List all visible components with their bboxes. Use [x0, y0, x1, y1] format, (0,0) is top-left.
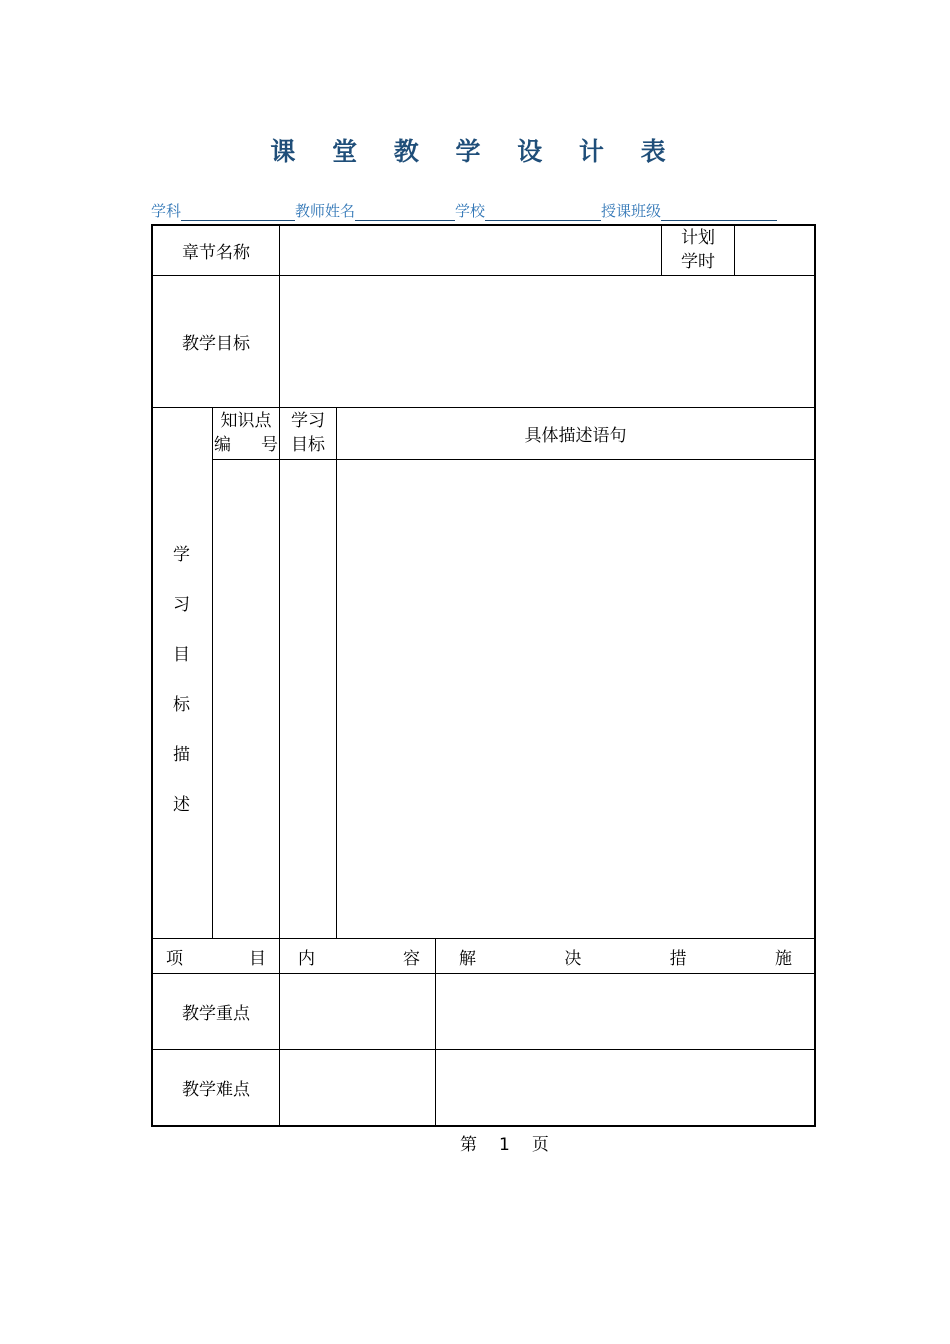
vertical-char: 标	[173, 695, 190, 715]
difficulty-content-input[interactable]	[280, 1050, 435, 1125]
class-label: 授课班级	[601, 202, 662, 220]
page-title: 课 堂 教 学 设 计 表	[270, 137, 680, 166]
key-point-content-input[interactable]	[280, 974, 435, 1049]
learning-goal-line2: 目标	[291, 435, 325, 455]
solution-char: 解	[459, 948, 476, 969]
page-prefix: 第	[460, 1135, 477, 1155]
planned-hours-line2: 学时	[681, 252, 715, 272]
class-field[interactable]	[661, 202, 777, 221]
form-header	[151, 200, 811, 222]
key-point-label: 教学重点	[182, 1004, 250, 1024]
vertical-char: 目	[173, 645, 190, 665]
knowledge-point-char: 编	[214, 435, 231, 455]
planned-hours-input[interactable]	[735, 226, 814, 275]
teacher-field[interactable]	[355, 202, 455, 221]
item-header	[153, 939, 279, 973]
difficulty-label: 教学难点	[182, 1080, 250, 1100]
solution-header	[436, 939, 814, 973]
table-border-bottom	[151, 1125, 816, 1127]
content-char: 内	[298, 948, 315, 969]
content-char: 容	[403, 948, 420, 969]
learning-goal-line1: 学习	[291, 411, 325, 431]
specific-desc-input[interactable]	[337, 460, 814, 938]
teaching-goal-label: 教学目标	[182, 334, 250, 354]
page-suffix: 页	[531, 1135, 549, 1155]
content-header	[280, 939, 435, 973]
knowledge-point-input[interactable]	[213, 460, 279, 938]
page-number: 1	[498, 1135, 510, 1155]
item-char: 目	[249, 948, 266, 969]
vertical-char: 述	[173, 795, 190, 815]
vertical-char: 习	[173, 595, 190, 615]
teacher-label: 教师姓名	[295, 202, 356, 220]
vertical-char: 描	[173, 745, 190, 765]
school-field[interactable]	[485, 202, 601, 221]
solution-char: 措	[669, 948, 687, 969]
table-border-right	[814, 224, 816, 1127]
subject-field[interactable]	[181, 202, 295, 221]
vertical-char: 学	[173, 545, 190, 565]
difficulty-solution-input[interactable]	[436, 1050, 814, 1125]
teaching-goal-input[interactable]	[280, 276, 814, 407]
school-label: 学校	[455, 202, 486, 220]
key-point-solution-input[interactable]	[436, 974, 814, 1049]
chapter-input[interactable]	[280, 226, 661, 275]
planned-hours-label	[662, 226, 734, 275]
learning-goal-desc-label	[151, 530, 212, 830]
solution-char: 施	[774, 948, 792, 969]
knowledge-point-char: 号	[261, 435, 278, 455]
knowledge-point-line2	[213, 433, 279, 457]
solution-char: 决	[564, 948, 582, 969]
learning-goal-header	[280, 408, 336, 459]
page-footer	[460, 1130, 549, 1155]
planned-hours-line1: 计划	[681, 228, 715, 248]
subject-label: 学科	[151, 202, 182, 220]
specific-desc-header: 具体描述语句	[524, 426, 627, 446]
knowledge-point-line1: 知识点	[220, 411, 272, 431]
item-char: 项	[166, 948, 183, 969]
learning-goal-input[interactable]	[280, 460, 336, 938]
chapter-label: 章节名称	[182, 243, 250, 263]
knowledge-point-header	[213, 408, 279, 459]
